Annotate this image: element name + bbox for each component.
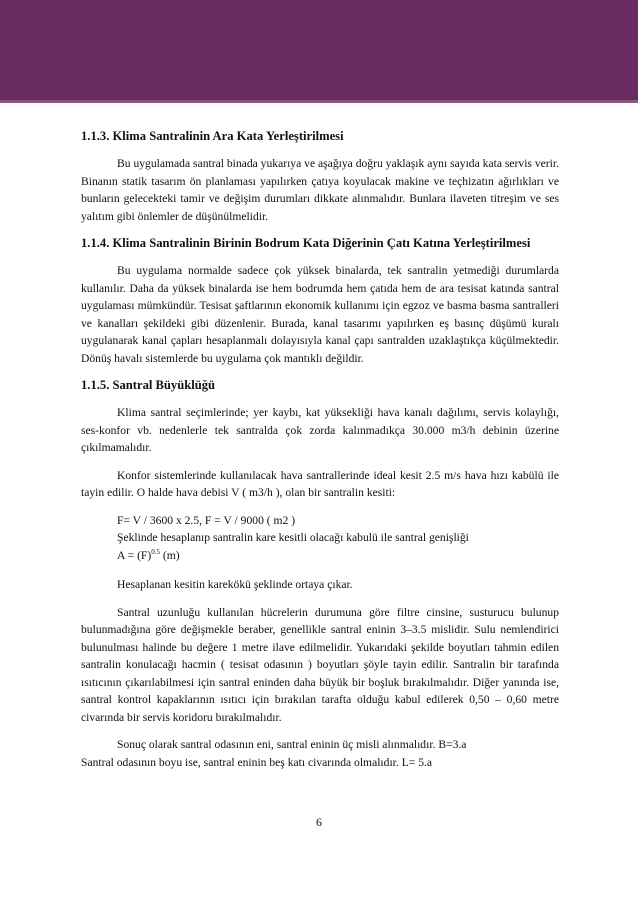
section-1-1-3 [81, 128, 559, 225]
section-paragraph: Bu uygulamada santral binada yukarıya ve aşağıya doğru yaklaşık aynı sayıda kata servis verir. Binanın statik tasarım ön planlaması yapılırken çatıya koyulacak makine ve teçhizatın ağırlıkları ve bunların gelecekteki tamir ve değişim durumları dikkate alınmalıdır. Bunlara ilaveten titreşim ve ses yalıtım gibi önlemler de düşünülmelidir. [81, 157, 559, 223]
formula-line [81, 547, 559, 565]
section-heading: 1.1.3. Klima Santralinin Ara Kata Yerleştirilmesi [81, 129, 344, 143]
section-paragraph: Konfor sistemlerinde kullanılacak hava santrallerinde ideal kesit 2.5 m/s hava hızı kabülü ile tayin edilir. O halde hava debisi V ( m3/h ), olan bir santralin kesiti: [81, 468, 559, 499]
header-band-edge [0, 100, 638, 103]
section-paragraph: Sonuç olarak santral odasının eni, santral eninin üç misli alınmalıdır. B=3.a [117, 738, 467, 751]
section-1-1-4 [81, 235, 559, 367]
formula-line: Şeklinde hesaplanıp santralin kare kesitli olacağı kabulü ile santral genişliği [117, 531, 469, 544]
section-paragraph: Hesaplanan kesitin karekökü şeklinde ortaya çıkar. [117, 578, 353, 591]
section-heading: 1.1.5. Santral Büyüklüğü [81, 378, 216, 392]
formula-exponent: 0.5 [151, 547, 160, 556]
formula-line: F= V / 3600 x 2.5, F = V / 9000 ( m2 ) [117, 513, 296, 527]
formula-prefix: A = (F) [117, 548, 152, 562]
formula-block [81, 512, 559, 565]
page-content [81, 128, 559, 781]
section-paragraph: Santral uzunluğu kullanılan hücrelerin durumuna göre filtre cinsine, susturucu bulunup bulunmadığına göre değişmekle beraber, genellikle santral eninin 3–3.5 mislidir. Sulu nemlendirici bulunulması halinde bu değere 1 metre ilave edilmelidir. Yukarıdaki şekilde boyutları tahmin edilen santralin konulacağı hacmin ( tesisat odasının ) boyutları şöyle tayin edilir. Santralin bir tarafında ısıtıcının çıkarılabilmesi için santral eninden daha büyük bir boşluk bırakılmalıdır. Diğer yanında ise, santral kontrol kapaklarının ısıtıcı için bırakılan tarafta olduğu kabul edilerek 0,50 – 0,60 metre civarında bir servis koridoru bırakılmalıdır. [81, 605, 559, 724]
header-band [0, 0, 638, 100]
page-number: 6 [316, 815, 322, 829]
section-paragraph: Santral odasının boyu ise, santral eninin beş katı civarında olmalıdır. L= 5.a [81, 755, 433, 769]
section-paragraph: Klima santral seçimlerinde; yer kaybı, kat yüksekliği hava kanalı dağılımı, servis kolaylığı, ses-konfor vb. nedenlerle tek santralda çok zorda kalınmadıkça 30.000 m3/h debinin üzerine çıkılmamalıdır. [81, 406, 559, 454]
section-heading: 1.1.4. Klima Santralinin Birinin Bodrum Kata Diğerinin Çatı Katına Yerleştirilmesi [81, 236, 531, 250]
section-1-1-5 [81, 377, 559, 771]
formula-suffix: (m) [160, 548, 180, 562]
section-paragraph: Bu uygulama normalde sadece çok yüksek binalarda, tek santralin yetmediği durumlarda kullanılır. Daha da yüksek binalarda ise hem bodrumda hem çatıda hem de ara tesisat katında santral uygulaması mümkündür. Tesisat şaftlarının ekonomik kullanımı için egzoz ve basma basma santralleri ve kanalları şekildeki gibi düzenlenir. Burada, kanal tasarımı yapılırken eş basınç düşümü kuralı uygulanarak kanal çapları hesaplanmalı dolayısıyla kanal çapı santralden uzaklaştıkça küçülmektedir. Dönüş havalı sistemlerde bu uygulama çok mantıklı değildir. [81, 264, 559, 365]
